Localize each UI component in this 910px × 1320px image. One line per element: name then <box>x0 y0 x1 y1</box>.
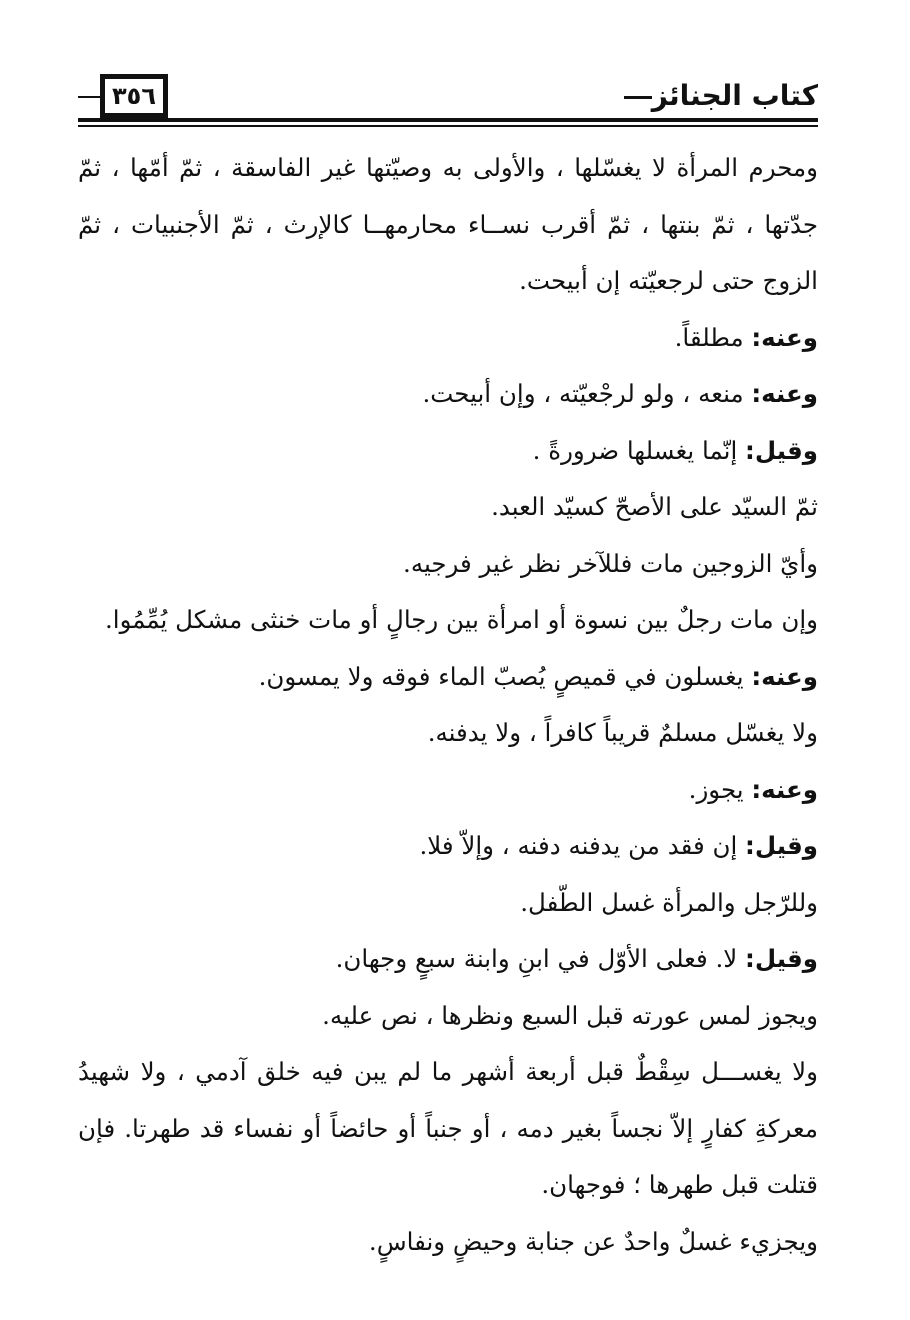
title-dash <box>624 96 652 99</box>
paragraph-text: ولا يغســـل سِقْطٌ قبل أربعة أشهر ما لم يبن فيه خلق آدمي ، ولا شهيدُ معركةِ كفارٍ إلاّ نجساً بغير دمه ، أو جنباً أو حائضاً أو نفساء قد طهرتا. فإن قتلت قبل طهرها ؛ فوجهان. <box>78 1057 818 1199</box>
paragraph <box>78 479 818 536</box>
page-body <box>78 140 818 1270</box>
paragraph-text: منعه ، ولو لرجْعيّته ، وإن أبيحت. <box>422 379 752 408</box>
paragraph-text: ثمّ السيّد على الأصحّ كسيّد العبد. <box>491 492 818 521</box>
paragraph-lead: وعنه: <box>751 379 818 408</box>
page-header <box>78 72 818 128</box>
chapter-title <box>610 78 818 114</box>
paragraph <box>78 705 818 762</box>
paragraph <box>78 1214 818 1271</box>
paragraph-text: إن فقد من يدفنه دفنه ، وإلاّ فلا. <box>419 831 746 860</box>
paragraph-text: مطلقاً. <box>674 322 752 352</box>
header-rule-thick <box>78 118 818 122</box>
paragraph-text: إنّما يغسلها ضرورةً . <box>532 435 746 465</box>
paragraph <box>78 875 818 932</box>
paragraph-text: ولا يغسّل مسلمٌ قريباً كافراً ، ولا يدفنه. <box>427 718 818 747</box>
paragraph <box>78 536 818 593</box>
page-number: ٣٥٦ <box>100 74 168 118</box>
paragraph-lead: وعنه: <box>751 774 818 804</box>
paragraph <box>78 140 818 310</box>
paragraph <box>78 762 818 819</box>
paragraph-lead: وعنه: <box>751 661 818 691</box>
header-rule-thin <box>78 125 818 127</box>
paragraph-text: ويجزيء غسلٌ واحدٌ عن جنابة وحيضٍ ونفاسٍ. <box>368 1226 818 1256</box>
paragraph-text: ومحرم المرأة لا يغسّلها ، والأولى به وصيّتها غير الفاسقة ، ثمّ أمّها ، ثمّ جدّتها ، ثمّ بنتها ، ثمّ أقرب نســاء محارمهــا كالإرث ، ثمّ الأجنبيات ، ثمّ الزوج حتى لرجعيّته إن أبيحت. <box>78 153 818 295</box>
paragraph-text: وأيّ الزوجين مات فللآخر نظر غير فرجيه. <box>403 548 818 578</box>
paragraph-text: يجوز. <box>688 774 752 804</box>
paragraph-text: وللرّجل والمرأة غسل الطّفل. <box>520 887 818 917</box>
paragraph-text: لا. فعلى الأوّل في ابنِ وابنة سبعٍ وجهان. <box>335 944 746 973</box>
paragraph-lead: وقيل: <box>745 831 818 860</box>
paragraph-lead: وقيل: <box>745 944 818 973</box>
paragraph-lead: وعنه: <box>751 322 818 352</box>
paragraph <box>78 1044 818 1214</box>
paragraph <box>78 818 818 875</box>
paragraph <box>78 649 818 706</box>
paragraph <box>78 366 818 423</box>
paragraph <box>78 931 818 988</box>
paragraph-text: وإن مات رجلٌ بين نسوة أو امرأة بين رجالٍ أو مات خنثى مشكل يُمِّمُوا. <box>104 605 818 634</box>
paragraph-text: ويجوز لمس عورته قبل السبع ونظرها ، نص عليه. <box>322 1000 818 1030</box>
paragraph-text: يغسلون في قميصٍ يُصبّ الماء فوقه ولا يمسون. <box>258 661 752 691</box>
paragraph <box>78 423 818 480</box>
paragraph <box>78 988 818 1045</box>
paragraph-lead: وقيل: <box>745 435 818 465</box>
paragraph <box>78 310 818 367</box>
chapter-title-text: كتاب الجنائز <box>651 79 818 112</box>
paragraph <box>78 592 818 649</box>
header-rule-short <box>78 96 100 98</box>
